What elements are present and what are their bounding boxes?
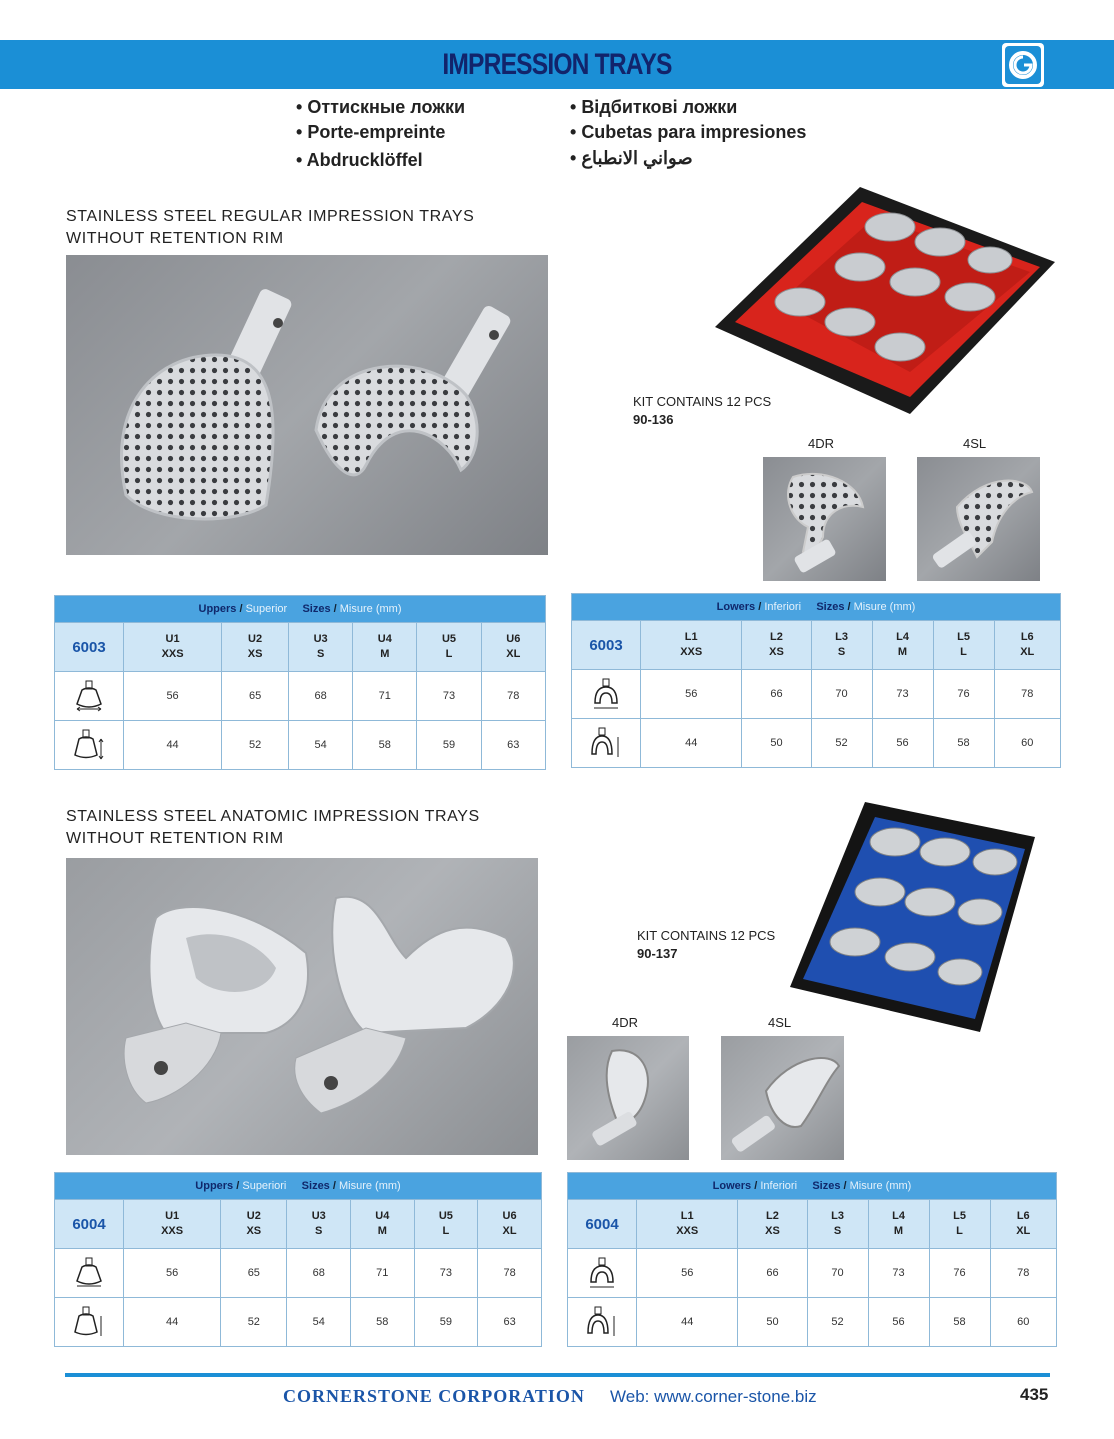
table-row: 44 52 54 58 59 63 (55, 1298, 542, 1347)
size-cell: L3 S (811, 621, 872, 670)
variant-4dr-label: 4DR (612, 1015, 639, 1030)
variant-4dr-photo (763, 457, 886, 581)
table-regular-lowers (571, 593, 1061, 768)
section-regular-title (66, 206, 474, 250)
size-cell: U6 XL (478, 1200, 542, 1249)
section-title-line2: WITHOUT RETENTION RIM (66, 830, 284, 847)
size-cell: U4 M (351, 1200, 415, 1249)
size-cell: L1 XXS (637, 1200, 738, 1249)
size-cell: U3 S (289, 623, 353, 672)
kit-case-blue-photo (785, 797, 1043, 1037)
table-anatomic-uppers (54, 1172, 542, 1347)
footer-website-link[interactable]: Web: www.corner-stone.biz (610, 1387, 817, 1406)
regular-trays-photo (66, 255, 548, 555)
size-cell: L3 S (807, 1200, 868, 1249)
size-cell: L2 XS (742, 621, 811, 670)
product-code: 6004 (55, 1200, 124, 1249)
variant-4sl-label: 4SL (963, 436, 987, 451)
lower-tray-length-icon (572, 719, 641, 768)
table-header: Lowers / Inferiori Sizes / Misure (mm) (568, 1173, 1057, 1200)
table-row: 56 66 70 73 76 78 (568, 1249, 1057, 1298)
table-regular-uppers (54, 595, 546, 770)
variant-4dr-label: 4DR (808, 436, 835, 451)
table-row: 44 50 52 56 58 60 (568, 1298, 1057, 1347)
kit2-contents: KIT CONTAINS 12 PCS (637, 928, 776, 943)
size-cell: L4 M (868, 1200, 929, 1249)
product-code: 6004 (568, 1200, 637, 1249)
size-cell: U6 XL (481, 623, 545, 672)
kit1-contents: KIT CONTAINS 12 PCS (633, 394, 772, 409)
table-row: 44 52 54 58 59 63 (55, 721, 546, 770)
table-row: 56 65 68 71 73 78 (55, 1249, 542, 1298)
lower-tray-width-icon (568, 1249, 637, 1298)
size-cell: U4 M (353, 623, 417, 672)
size-cell: U5 L (417, 623, 481, 672)
section-title-line2: WITHOUT RETENTION RIM (66, 230, 284, 247)
section-title-line1: STAINLESS STEEL ANATOMIC IMPRESSION TRAYS (66, 808, 480, 825)
table-row: 44 50 52 56 58 60 (572, 719, 1061, 768)
size-cell: L5 L (929, 1200, 990, 1249)
size-cell: L6 XL (990, 1200, 1056, 1249)
lang-russian: • Оттискные ложки (296, 97, 465, 118)
tray-length-icon (55, 721, 124, 770)
lower-tray-length-icon (568, 1298, 637, 1347)
kit1-code: 90-136 (633, 412, 674, 427)
tray-width-icon (55, 672, 124, 721)
lang-ukrainian: • Відбиткові ложки (570, 97, 737, 118)
variant-4sl-label: 4SL (768, 1015, 792, 1030)
lang-french: • Porte-empreinte (296, 122, 445, 143)
anatomic-trays-photo (66, 858, 538, 1155)
size-cell: U1 XXS (124, 1200, 221, 1249)
kit2-caption (637, 927, 775, 963)
lang-german: • Abdrucklöffel (296, 150, 423, 171)
size-cell: L1 XXS (641, 621, 742, 670)
size-cell: U3 S (287, 1200, 351, 1249)
variant-4dr-photo (567, 1036, 689, 1160)
footer-divider (65, 1373, 1050, 1377)
size-cell: U2 XS (221, 1200, 287, 1249)
size-cell: U2 XS (222, 623, 289, 672)
section-title-line1: STAINLESS STEEL REGULAR IMPRESSION TRAYS (66, 208, 475, 225)
footer-brand: CORNERSTONE CORPORATION (283, 1386, 585, 1406)
product-code: 6003 (55, 623, 124, 672)
table-header: Uppers / Superiori Sizes / Misure (mm) (55, 1173, 542, 1200)
brand-logo-icon (1002, 43, 1044, 87)
table-header: Lowers / Inferiori Sizes / Misure (mm) (572, 594, 1061, 621)
kit2-code: 90-137 (637, 946, 678, 961)
tray-length-icon (55, 1298, 124, 1347)
lang-arabic: • صواني الانطباع (570, 148, 693, 169)
size-cell: L5 L (933, 621, 994, 670)
lower-tray-width-icon (572, 670, 641, 719)
page-title: IMPRESSION TRAYS (442, 48, 672, 81)
table-row: 56 65 68 71 73 78 (55, 672, 546, 721)
variant-4sl-photo (721, 1036, 844, 1160)
table-row: 56 66 70 73 76 78 (572, 670, 1061, 719)
section-anatomic-title (66, 806, 480, 850)
page-number: 435 (1020, 1385, 1049, 1404)
lang-spanish: • Cubetas para impresiones (570, 122, 806, 143)
product-code: 6003 (572, 621, 641, 670)
variant-4sl-photo (917, 457, 1040, 581)
size-cell: L2 XS (738, 1200, 807, 1249)
kit-case-red-photo (710, 182, 1060, 417)
size-cell: L6 XL (994, 621, 1060, 670)
kit1-caption (633, 393, 771, 429)
table-anatomic-lowers (567, 1172, 1057, 1347)
table-header: Uppers / Superior Sizes / Misure (mm) (55, 596, 546, 623)
tray-width-icon (55, 1249, 124, 1298)
size-cell: L4 M (872, 621, 933, 670)
size-cell: U5 L (414, 1200, 478, 1249)
size-cell: U1 XXS (124, 623, 222, 672)
